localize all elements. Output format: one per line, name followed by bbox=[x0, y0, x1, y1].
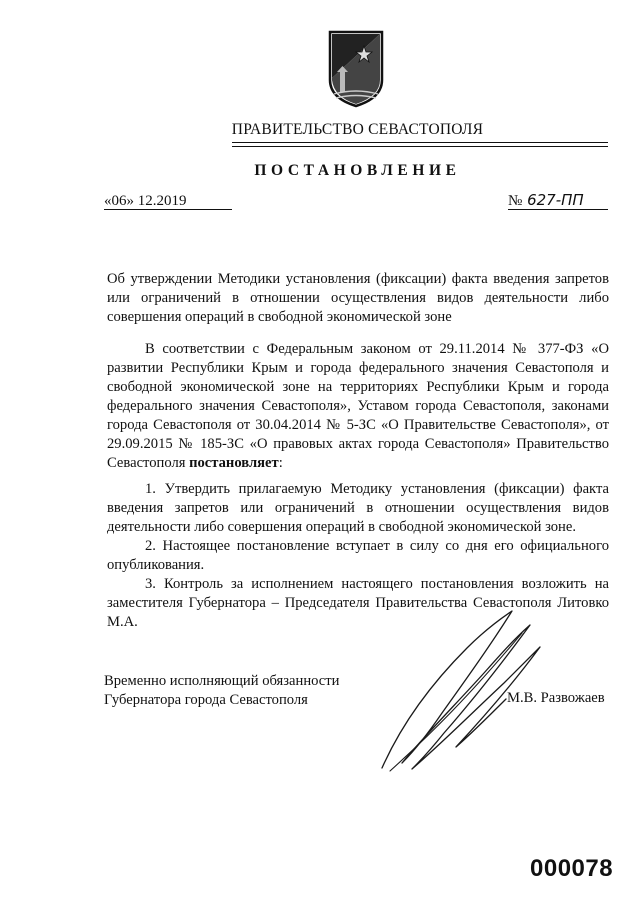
document-date bbox=[104, 191, 232, 210]
header-rule-thin bbox=[232, 146, 608, 147]
preamble-paragraph bbox=[107, 340, 609, 473]
date-open-quote: « bbox=[104, 193, 112, 209]
number-value: 627-ПП bbox=[527, 191, 584, 209]
header-rule bbox=[232, 142, 608, 143]
government-title: ПРАВИТЕЛЬСТВО СЕВАСТОПОЛЯ bbox=[231, 121, 484, 138]
position-line: Временно исполняющий обязанности bbox=[104, 673, 340, 689]
signatory-position bbox=[104, 672, 404, 710]
resolution-item: 2. Настоящее постановление вступает в силу со дня его официального опубликования. bbox=[107, 538, 609, 573]
resolution-item: 1. Утвердить прилагаемую Методику установления (фиксации) факта введения запретов или ограничений в отношении осуществления видов деятельности либо совершения операций в свободной экономической зоне. bbox=[107, 481, 609, 535]
document-type-title: ПОСТАНОВЛЕНИЕ bbox=[254, 162, 461, 179]
resolution-item: 3. Контроль за исполнением настоящего постановления возложить на заместителя Губернатора – Председателя Правительства Севастополя Литовко М.А. bbox=[107, 576, 609, 630]
number-prefix: № bbox=[508, 193, 523, 209]
preamble-end: : bbox=[278, 455, 283, 471]
document-subject: Об утверждении Методики установления (фиксации) факта введения запретов или ограничений в отношении осуществления видов деятельности либо совершения операций в свободной экономической зоне bbox=[107, 271, 609, 325]
date-day: 06 bbox=[111, 193, 127, 209]
preamble-text: В соответствии с Федеральным законом от 29.11.2014 № 377-ФЗ «О развитии Республики Крым и города федерального значения Севастополя и свободной экономической зоне на территориях Республики Крым и города федерального значения Севастополя», Уставом города Севастополя, законами города Севастополя от 30.04.2014 № 5-ЗС «О Правительстве Севастополя», от 29.09.2015 № 185-ЗС «О правовых актах города Севастополя» Правительство Севастополя bbox=[107, 341, 609, 471]
date-rest: » 12.2019 bbox=[126, 193, 187, 209]
serial-number: 000078 bbox=[530, 855, 614, 882]
preamble-keyword: постановляет bbox=[189, 455, 279, 471]
handwritten-signature bbox=[372, 603, 544, 775]
coat-of-arms-emblem bbox=[326, 28, 386, 108]
signatory-name: М.В. Развожаев bbox=[507, 690, 605, 706]
document-number bbox=[508, 191, 608, 210]
position-line: Губернатора города Севастополя bbox=[104, 692, 308, 708]
